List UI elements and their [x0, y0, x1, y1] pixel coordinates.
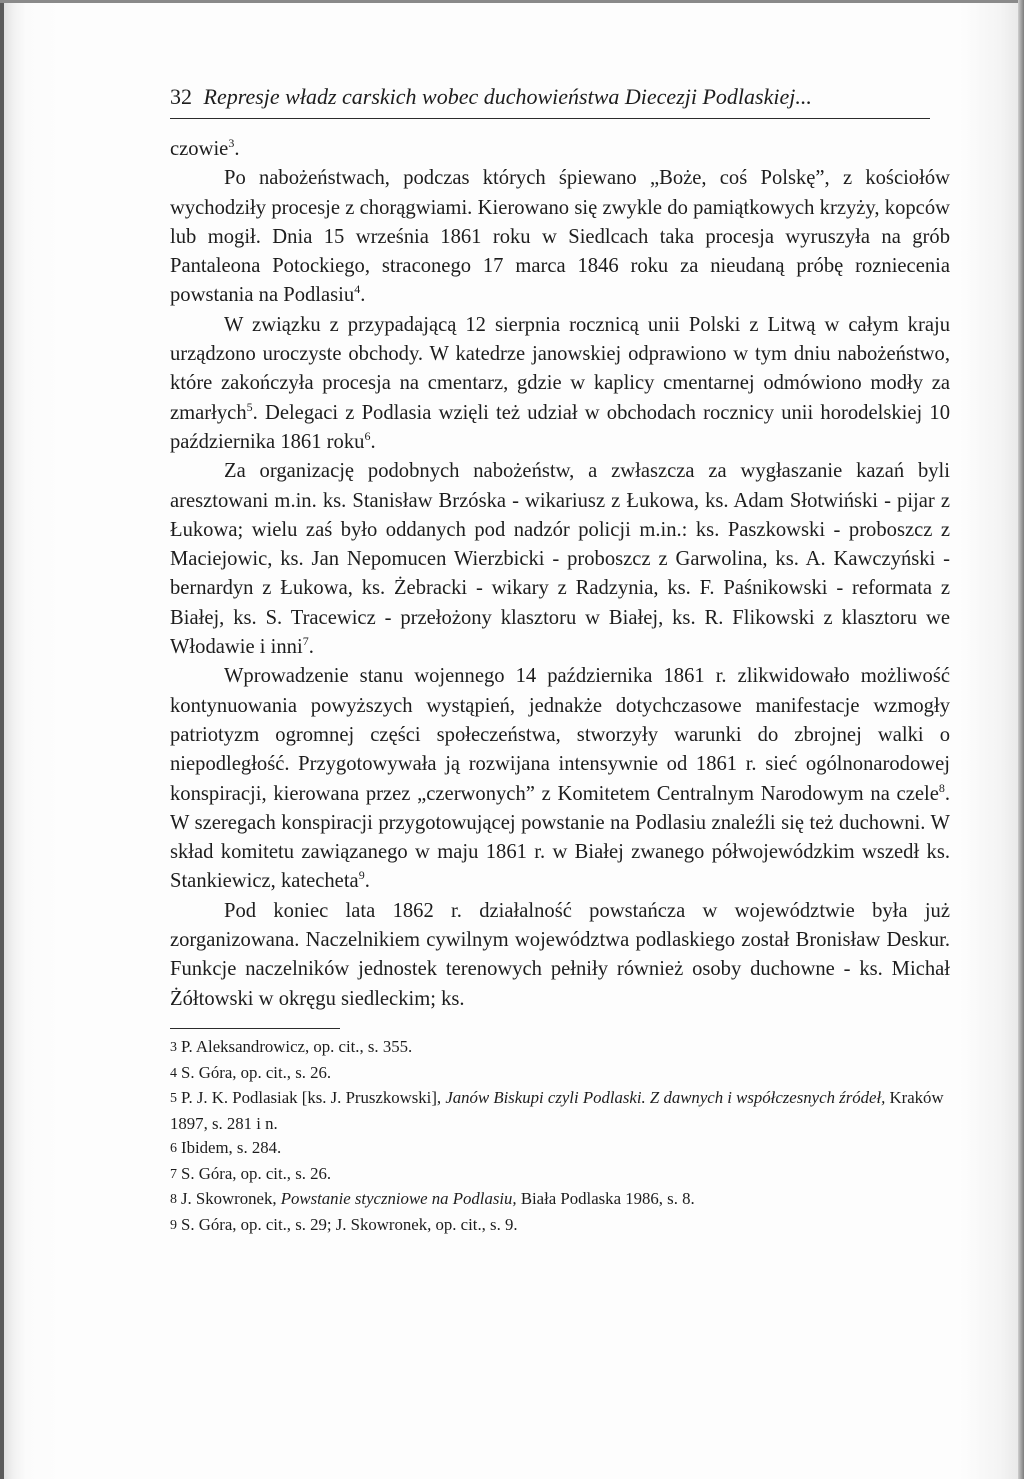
footnote-ref: 7 [302, 634, 309, 649]
scan-left-edge [0, 0, 4, 1479]
paragraph: W związku z przypadającą 12 sierpnia rocznicą unii Polski z Litwą w całym kraju urządzono uroczyste obchody. W katedrze janowskiej odprawiono w tym dniu nabożeństwo, które zakończyła procesja na cmentarz, gdzie w kaplicy cmentarnej odmówiono modły za zmarłych$^5$. Delegaci z Podlasia wzięli też udział w obchodach rocznicy unii horodelskiej 10 października 1861 roku$^6$. [170, 313, 950, 453]
footnote-number: 6 [170, 1141, 177, 1157]
page-number: 32 [170, 84, 192, 109]
footnote-ref: 4 [354, 282, 361, 297]
footnote: 5 P. J. K. Podlasiak [ks. J. Pruszkowski], Janów Biskupi czyli Podlaski. Z dawnych i współczesnych źródeł, Kraków 1897, s. 281 i n. [170, 1088, 944, 1133]
paragraph: Po nabożeństwach, podczas których śpiewano „Boże, coś Polskę”, z kościołów wychodziły procesje z chorągwiami. Kierowano się zwykle do pamiątkowych krzyży, kopców lub mogił. Dnia 15 września 1861 roku w Siedlcach taka procesja wyruszyła na grób Pantaleona Potockiego, straconego 17 marca 1846 roku za nieudaną próbę rozniecenia powstania na Podlasiu$^4$. [170, 167, 950, 307]
footnote-number: 3 [170, 1039, 177, 1055]
paragraph: Za organizację podobnych nabożeństw, a zwłaszcza za wygłaszanie kazań byli aresztowani m.in. ks. Stanisław Brzóska - wikariusz z Łukowa, ks. Adam Słotwiński - pijar z Łukowa; wielu zaś było oddanych pod nadzór policji m.in.: ks. Paszkowski - proboszcz z Maciejowic, ks. Jan Nepomucen Wierzbicki - proboszcz z Garwolina, ks. A. Kawczyński - bernardyn z Łukowa, ks. Żebracki - wikary z Radzynia, ks. F. Paśnikowski - reformata z Białej, ks. S. Tracewicz - przełożony klasztoru w Białej, ks. R. Flikowski z klasztoru we Włodawie i inni$^7$. [170, 460, 950, 659]
footnote-ref: 8 [938, 780, 945, 795]
running-head [170, 80, 950, 114]
footnote-number: 7 [170, 1166, 177, 1182]
footnote: 8 J. Skowronek, Powstanie styczniowe na Podlasiu, Biała Podlaska 1986, s. 8. [170, 1189, 695, 1209]
footnotes [170, 1035, 950, 1239]
paragraph: Pod koniec lata 1862 r. działalność powstańcza w województwie była już zorganizowana. Naczelnikiem cywilnym województwa podlaskiego został Bronisław Deskur. Funkcje naczelników jednostek terenowych pełniły również osoby duchowne - ks. Michał Żółtowski w okręgu siedleckim; ks. [170, 899, 950, 1010]
footnote-ref: 3 [228, 136, 235, 151]
body-text [170, 135, 950, 1014]
footnote-number: 9 [170, 1218, 177, 1234]
footnote-rule [170, 1028, 340, 1029]
book-title: Powstanie styczniowe na Podlasiu, [280, 1189, 517, 1209]
book-title: Janów Biskupi czyli Podlaski. Z dawnych i współczesnych źródeł, [445, 1088, 886, 1108]
paragraph: Wprowadzenie stanu wojennego 14 października 1861 r. zlikwidowało możliwość kontynuowania powyższych wystąpień, jednakże dotychczasowe manifestacje wzmogły patriotyzm ogromnej części społeczeństwa, stworzyły warunki do zbrojnej walki o niepodległość. Przygotowywała ją rozwijana intensywnie od 1861 r. sieć ogólnonarodowej konspiracji, kierowana przez „czerwonych” z Komitetem Centralnym Narodowym na czele$^8$. W szeregach konspiracji przygotowującej powstanie na Podlasiu znaleźli się też duchowni. W skład komitetu zawiązanego w maju 1861 r. w Białej zwanego półwojewódzkim wszedł ks. Stankiewicz, katecheta$^9$. [170, 665, 950, 893]
footnote-ref: 5 [246, 399, 253, 414]
book-page [170, 80, 950, 1239]
footnote-ref: 9 [358, 868, 365, 883]
footnote: 6 Ibidem, s. 284. [170, 1138, 282, 1158]
scan-right-edge [1018, 0, 1024, 1479]
footnote: 4 S. Góra, op. cit., s. 26. [170, 1062, 332, 1082]
footnote-number: 5 [170, 1091, 177, 1107]
scan-top-edge [0, 0, 1024, 3]
footnote: 9 S. Góra, op. cit., s. 29; J. Skowronek, op. cit., s. 9. [170, 1215, 518, 1235]
footnote: 7 S. Góra, op. cit., s. 26. [170, 1163, 332, 1183]
footnote-number: 4 [170, 1065, 177, 1081]
header-rule [170, 118, 930, 119]
footnote-number: 8 [170, 1192, 177, 1208]
running-title: Represje władz carskich wobec duchowieństwa Diecezji Podlaskiej... [203, 84, 812, 109]
footnote: 3 P. Aleksandrowicz, op. cit., s. 355. [170, 1036, 413, 1056]
paragraph-continuation: czowie$^3$. [170, 136, 240, 160]
footnote-ref: 6 [364, 429, 371, 444]
